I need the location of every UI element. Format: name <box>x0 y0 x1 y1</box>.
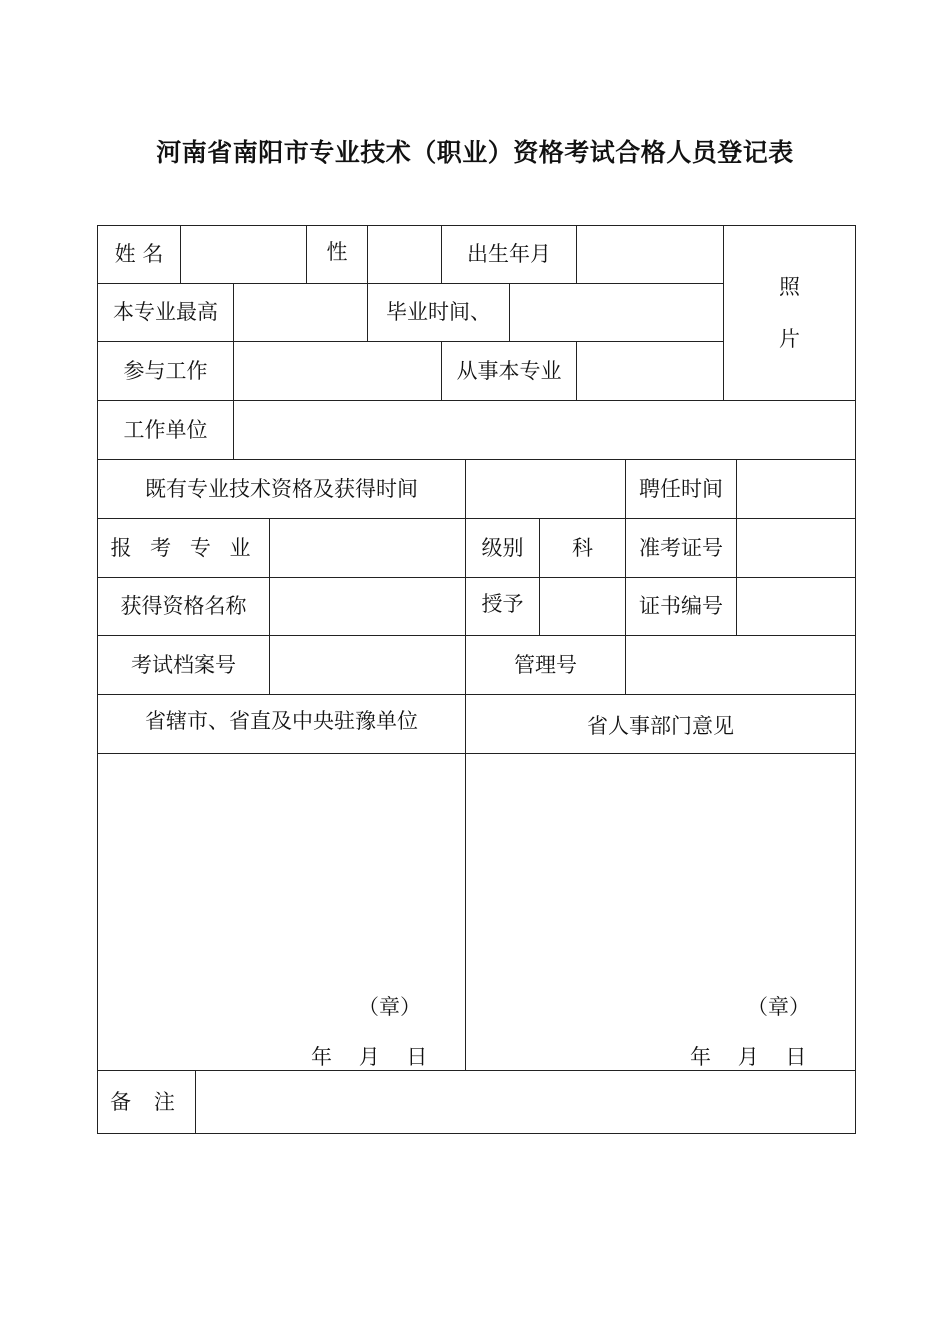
education-label: 本专业最高 <box>97 283 234 342</box>
existing-qual-label: 既有专业技术资格及获得时间 <box>97 459 466 519</box>
left-seal-text: （章） <box>358 995 421 1019</box>
grant-field[interactable] <box>539 577 626 636</box>
cert-number-label: 证书编号 <box>625 577 737 636</box>
archive-number-label: 考试档案号 <box>97 635 270 695</box>
exam-major-field[interactable] <box>269 518 466 578</box>
name-label: 姓 名 <box>97 225 181 284</box>
right-seal-text: （章） <box>747 995 810 1019</box>
name-field[interactable] <box>180 225 307 284</box>
city-unit-opinion-area[interactable] <box>97 753 466 1071</box>
left-date-text: 年 月 日 <box>311 1045 428 1069</box>
work-unit-field[interactable] <box>233 400 856 460</box>
work-start-label: 参与工作 <box>97 341 234 401</box>
grant-label: 授予 <box>465 577 540 636</box>
education-field[interactable] <box>233 283 368 342</box>
provincial-opinion-heading: 省人事部门意见 <box>465 694 856 754</box>
manage-number-label: 管理号 <box>465 635 626 695</box>
qualification-name-label: 获得资格名称 <box>97 577 270 636</box>
remarks-field[interactable] <box>195 1070 856 1134</box>
provincial-opinion-area[interactable] <box>465 753 856 1071</box>
city-unit-heading: 省辖市、省直及中央驻豫单位 <box>97 694 466 754</box>
qualification-name-field[interactable] <box>269 577 466 636</box>
birth-field[interactable] <box>576 225 724 284</box>
archive-number-field[interactable] <box>269 635 466 695</box>
remarks-label: 备 注 <box>97 1070 196 1134</box>
photo-label-1: 照 <box>779 274 800 299</box>
form-title: 河南省南阳市专业技术（职业）资格考试合格人员登记表 <box>156 138 794 167</box>
gender-label: 性 <box>306 225 368 284</box>
exam-major-label: 报 考 专 业 <box>97 518 270 578</box>
level-label: 级别 <box>465 518 540 578</box>
ticket-field[interactable] <box>736 518 856 578</box>
work-start-field[interactable] <box>233 341 442 401</box>
engaged-label: 从事本专业 <box>441 341 577 401</box>
manage-number-field[interactable] <box>625 635 856 695</box>
graduation-field[interactable] <box>509 283 724 342</box>
right-date-text: 年 月 日 <box>690 1045 807 1069</box>
gender-field[interactable] <box>367 225 442 284</box>
ticket-label: 准考证号 <box>625 518 737 578</box>
hire-time-label: 聘任时间 <box>625 459 737 519</box>
subject-label: 科 <box>539 518 626 578</box>
engaged-field[interactable] <box>576 341 724 401</box>
graduation-label: 毕业时间、 <box>367 283 510 342</box>
work-unit-label: 工作单位 <box>97 400 234 460</box>
hire-time-field[interactable] <box>736 459 856 519</box>
photo-label-2: 片 <box>779 327 800 351</box>
photo-box[interactable] <box>723 225 856 401</box>
existing-qual-field[interactable] <box>465 459 626 519</box>
birth-label: 出生年月 <box>441 225 577 284</box>
cert-number-field[interactable] <box>736 577 856 636</box>
